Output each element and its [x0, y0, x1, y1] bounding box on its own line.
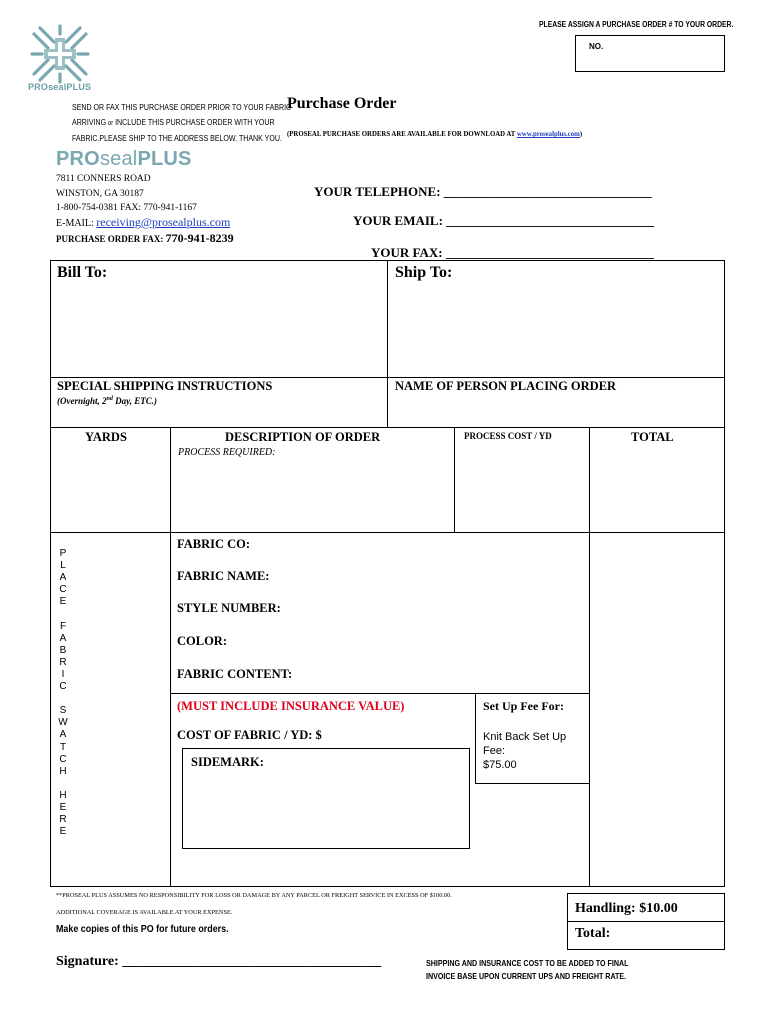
process-cost-header: PROCESS COST / YD — [464, 431, 552, 441]
fabric-content-field[interactable]: FABRIC CONTENT: — [177, 667, 293, 681]
phone-line: 1-800-754-0381 FAX: 770-941-1167 — [56, 203, 197, 214]
send-note-line-1: SEND OR FAX THIS PURCHASE ORDER PRIOR TO YOUR FABRIC — [72, 102, 292, 112]
special-note-sup: nd — [106, 396, 113, 402]
brand-plus: PLUS — [137, 148, 192, 170]
signature-field[interactable]: Signature: _____________________________________ — [56, 954, 382, 969]
insurance-warning: (MUST INCLUDE INSURANCE VALUE) — [177, 699, 405, 713]
proseal-logo-icon — [28, 22, 92, 86]
ship-to-label[interactable]: Ship To: — [395, 264, 453, 281]
company-logo — [28, 22, 92, 86]
description-header: DESCRIPTION OF ORDER — [225, 430, 381, 444]
divider-bill-ship — [387, 260, 388, 428]
po-number-box[interactable] — [575, 35, 725, 72]
style-number-field[interactable]: STYLE NUMBER: — [177, 601, 281, 615]
liability-disclaimer: **PROSEAL PLUS ASSUMES NO RESPONSIBILITY FOR LOSS OR DAMAGE BY ANY PARCEL OR FREIGHT SERVICE IN EXCESS OF $100.00. — [56, 892, 452, 899]
email-line — [56, 215, 230, 230]
setup-fee-detail — [483, 730, 566, 772]
swatch-letter: R — [59, 656, 67, 668]
send-note — [72, 100, 291, 146]
cost-per-yard-field[interactable]: COST OF FABRIC / YD: $ — [177, 728, 322, 742]
shipping-cost-note — [426, 957, 629, 983]
swatch-letter — [57, 693, 69, 705]
swatch-letter: R — [59, 814, 67, 826]
send-note-line-2 — [72, 115, 291, 132]
total-field[interactable]: Total: — [575, 926, 611, 941]
swatch-letter: P — [59, 548, 67, 559]
no-label: NO. — [589, 42, 604, 51]
special-note-b: Day, ETC.) — [112, 396, 158, 406]
divider-row-1 — [50, 377, 725, 378]
setup-fee-line-3: $75.00 — [483, 759, 517, 771]
po-fax-number: 770-941-8239 — [165, 231, 234, 245]
swatch-letter: H — [59, 765, 67, 777]
download-note-text: (PROSEAL PURCHASE ORDERS ARE AVAILABLE FOR DOWNLOAD AT — [287, 131, 517, 138]
swatch-letter: F — [59, 620, 67, 632]
divider-setup-fee — [475, 693, 476, 783]
handling-fee: Handling: $10.00 — [575, 901, 678, 916]
swatch-letter: A — [59, 729, 67, 741]
po-notice: PLEASE ASSIGN A PURCHASE ORDER # TO YOUR ORDER. — [539, 20, 734, 29]
swatch-letter: B — [59, 644, 67, 656]
email-label: E-MAIL: — [56, 218, 97, 229]
color-field[interactable]: COLOR: — [177, 634, 227, 648]
swatch-letter: C — [59, 584, 67, 596]
swatch-letter — [57, 608, 69, 620]
yards-header: YARDS — [85, 430, 127, 444]
po-fax-label: PURCHASE ORDER FAX: — [56, 234, 166, 244]
swatch-letter: T — [59, 741, 67, 753]
brand-pro: PRO — [56, 148, 100, 170]
coverage-note: ADDITIONAL COVERAGE IS AVAILABLE AT YOUR EXPENSE. — [56, 909, 233, 916]
shipping-note-line-2: INVOICE BASE UPON CURRENT UPS AND FREIGHT RATE. — [426, 971, 627, 981]
swatch-letter: C — [59, 753, 67, 765]
your-fax-field[interactable]: YOUR FAX: ________________________________ — [371, 245, 654, 260]
fabric-co-field[interactable]: FABRIC CO: — [177, 537, 251, 551]
bill-to-label[interactable]: Bill To: — [57, 264, 108, 281]
po-fax-line — [56, 231, 234, 246]
page-title: Purchase Order — [287, 95, 397, 112]
download-note-close: ) — [579, 131, 583, 138]
totals-divider — [567, 921, 725, 922]
copies-note: Make copies of this PO for future orders. — [56, 923, 229, 935]
swatch-letter: S — [59, 705, 67, 717]
place-fabric-swatch-here — [57, 548, 69, 838]
swatch-letter: E — [59, 801, 67, 813]
person-placing-label[interactable]: NAME OF PERSON PLACING ORDER — [395, 379, 617, 393]
shipping-note-line-1: SHIPPING AND INSURANCE COST TO BE ADDED TO FINAL — [426, 958, 629, 968]
setup-fee-line-1: Knit Back Set Up — [483, 731, 567, 743]
swatch-letter: A — [59, 632, 67, 644]
swatch-letter: A — [59, 572, 67, 584]
process-required-label[interactable]: PROCESS REQUIRED: — [178, 447, 276, 458]
city-line: WINSTON, GA 30187 — [56, 188, 144, 199]
your-email-field[interactable]: YOUR EMAIL: ________________________________ — [353, 213, 655, 228]
email-link[interactable]: receiving@prosealplus.com — [96, 215, 231, 229]
divider-yards-header — [50, 532, 170, 533]
divider-row-2 — [50, 427, 725, 428]
divider-description — [170, 532, 725, 533]
your-telephone-field[interactable]: YOUR TELEPHONE: ________________________________ — [314, 184, 652, 199]
swatch-letter: H — [59, 789, 67, 801]
send-note-line-2c: INCLUDE THIS PURCHASE ORDER WITH YOUR — [113, 116, 275, 127]
swatch-letter: W — [58, 717, 68, 729]
special-note-a: (Overnight, 2 — [57, 396, 107, 406]
divider-col-process — [454, 427, 455, 532]
brand-seal: seal — [99, 148, 138, 170]
download-link[interactable]: www.prosealplus.com — [516, 131, 580, 138]
divider-setup-bottom — [475, 783, 589, 784]
setup-fee-title: Set Up Fee For: — [483, 699, 564, 713]
swatch-letter: E — [59, 596, 67, 608]
address-line: 7811 CONNERS ROAD — [56, 174, 151, 184]
swatch-letter: L — [60, 560, 66, 572]
divider-insurance — [170, 693, 589, 694]
send-note-or: or — [108, 119, 114, 127]
swatch-letter — [57, 778, 69, 790]
setup-fee-line-2: Fee: — [483, 745, 506, 757]
swatch-letter: E — [59, 826, 67, 838]
special-shipping-note — [57, 396, 157, 406]
brand-wordmark — [56, 148, 192, 171]
swatch-letter: I — [61, 668, 65, 680]
logo-caption: PROsealPLUS — [28, 82, 92, 92]
swatch-letter: C — [59, 681, 67, 693]
divider-col-yards — [170, 427, 171, 887]
fabric-name-field[interactable]: FABRIC NAME: — [177, 569, 270, 583]
company-address — [56, 172, 197, 216]
download-note — [287, 131, 582, 138]
send-note-line-3: FABRIC.PLEASE SHIP TO THE ADDRESS BELOW. THANK YOU. — [72, 133, 282, 143]
total-header: TOTAL — [631, 430, 674, 444]
divider-col-total — [589, 427, 590, 887]
sidemark-box[interactable] — [182, 748, 470, 849]
send-note-line-2a: ARRIVING — [72, 116, 109, 127]
special-shipping-label[interactable]: SPECIAL SHIPPING INSTRUCTIONS — [57, 379, 273, 393]
sidemark-label: SIDEMARK: — [191, 755, 264, 769]
